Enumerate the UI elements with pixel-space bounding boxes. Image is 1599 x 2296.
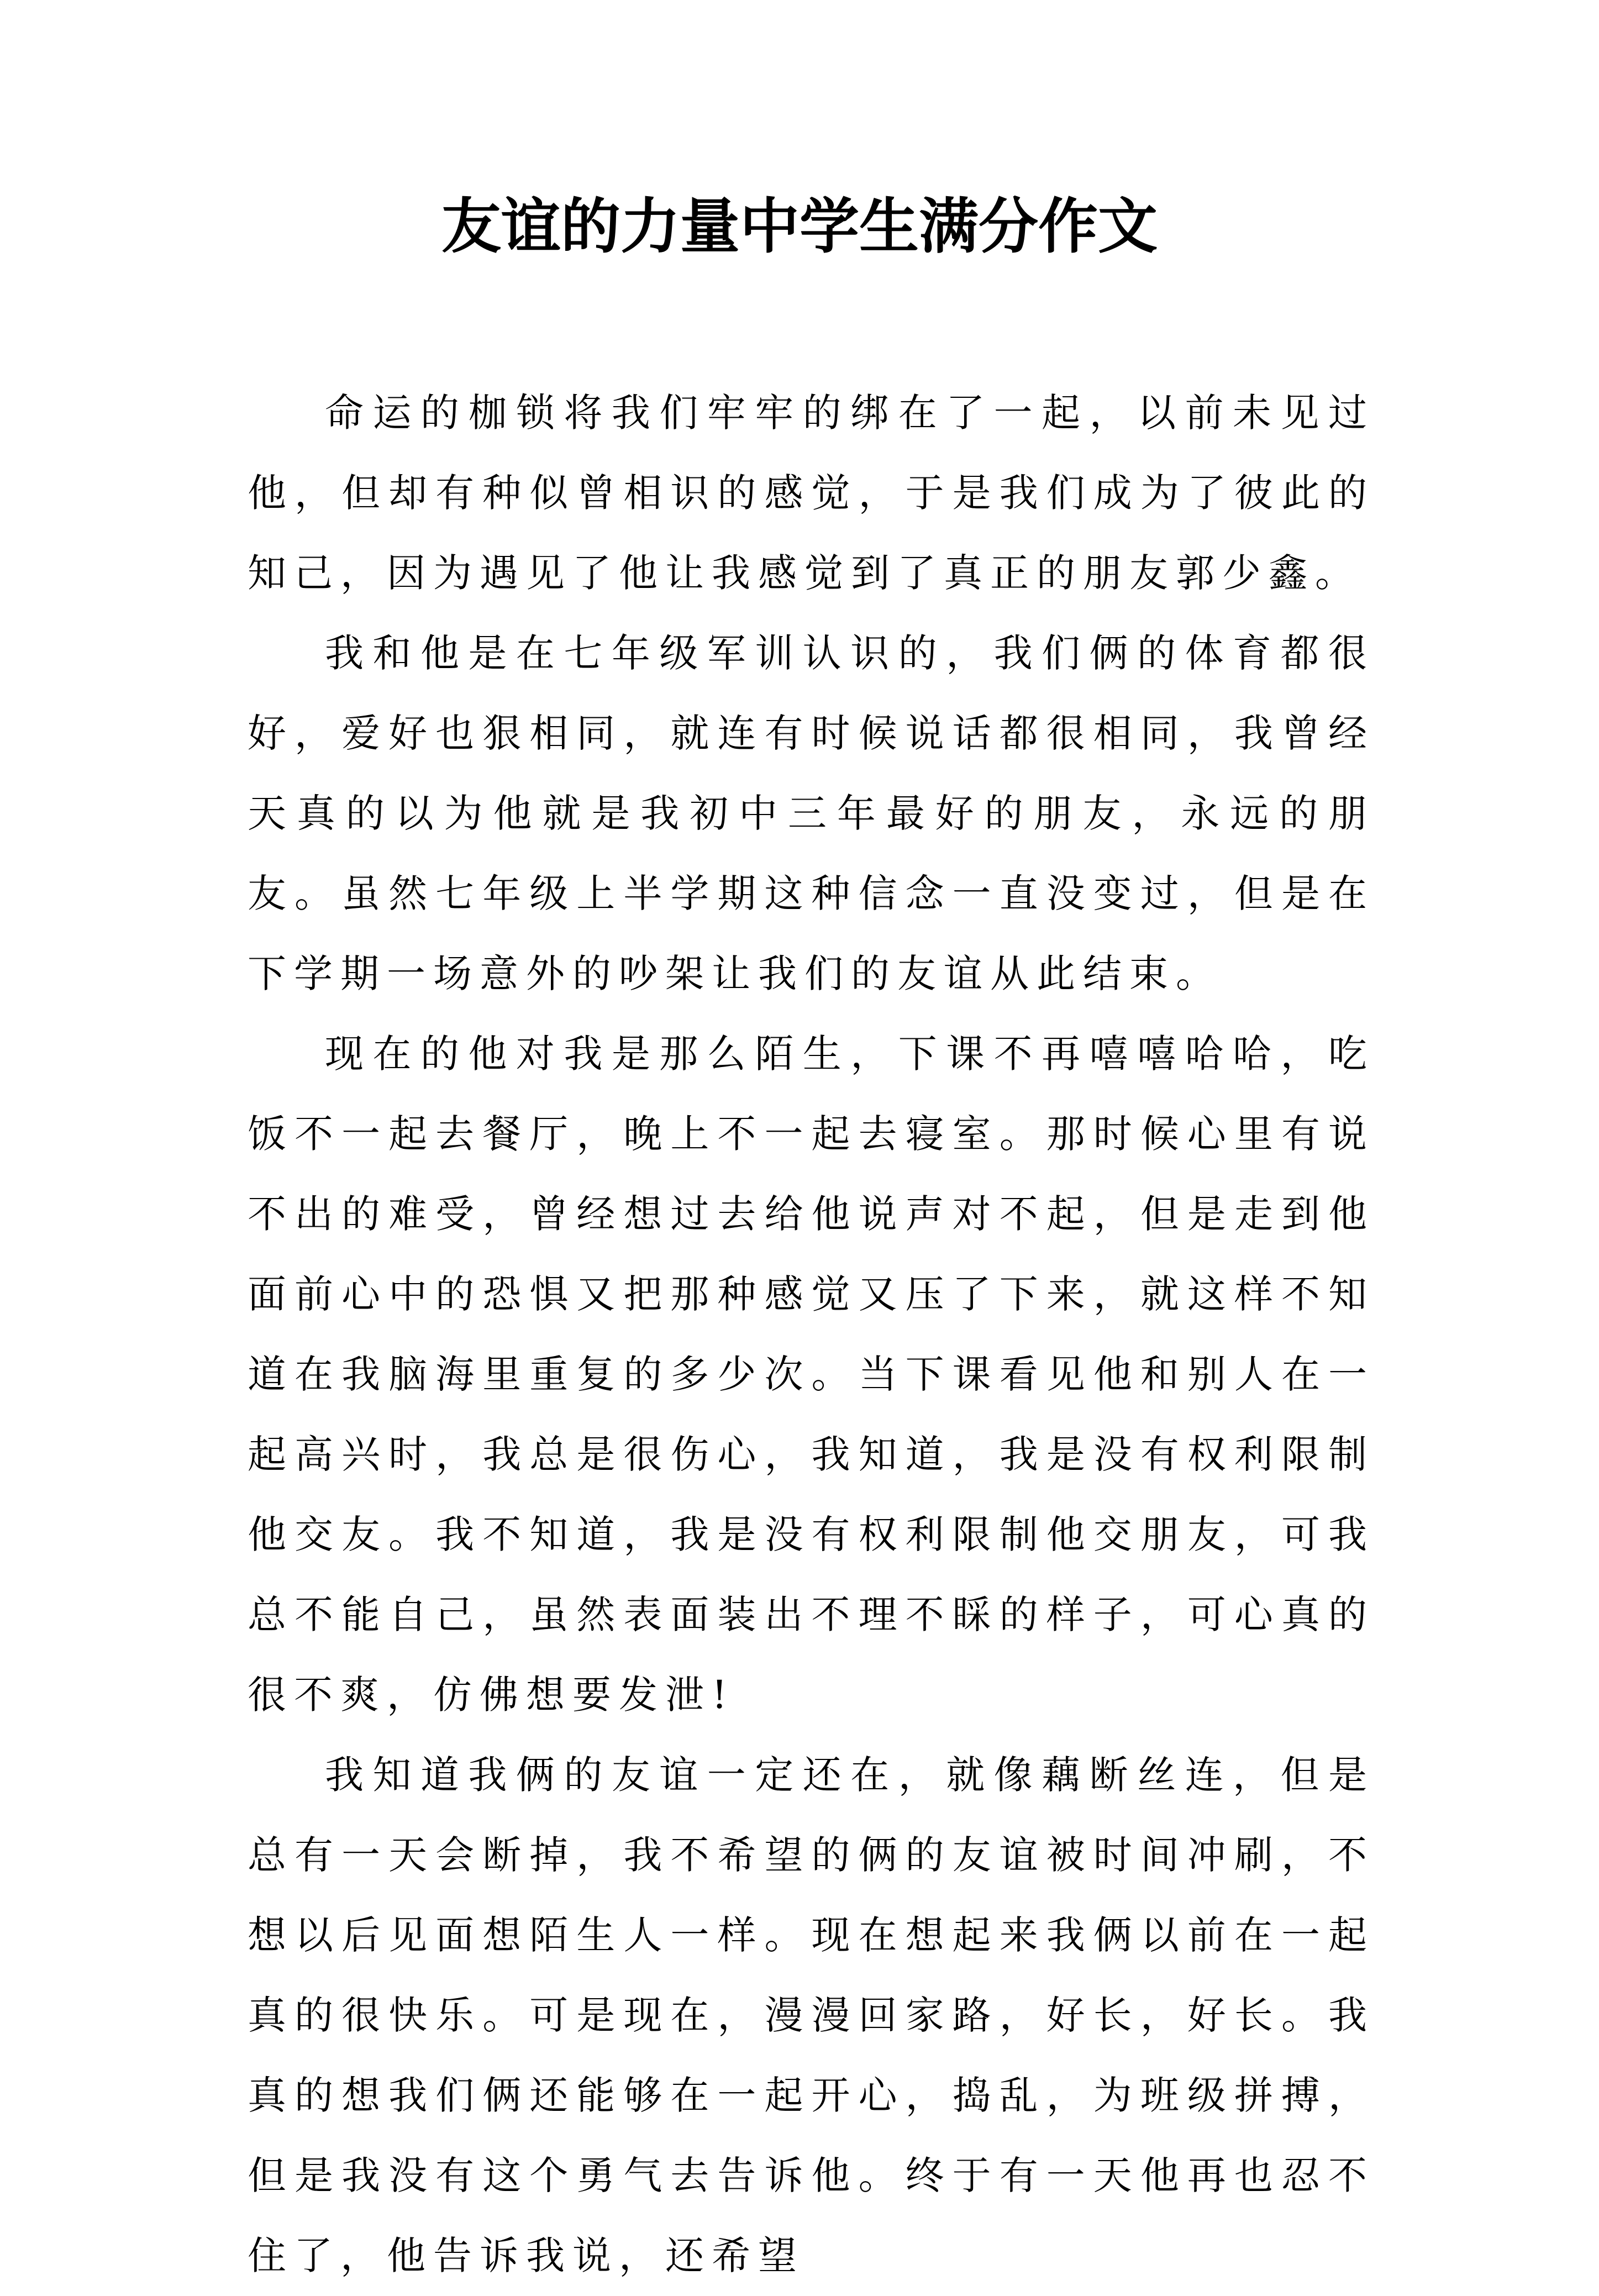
paragraph-4: 我知道我俩的友谊一定还在，就像藕断丝连，但是总有一天会断掉，我不希望的俩的友谊被时间冲刷，不想以后见面想陌生人一样。现在想起来我俩以前在一起真的很快乐。可是现在，漫漫回家路，好长，好长。我真的想我们俩还能够在一起开心，捣乱，为班级拼搏，但是我没有这个勇气去告诉他。终于有一天他再也忍不住了，他告诉我说，还希望 [248,1752,1375,2278]
paragraph-2: 我和他是在七年级军训认识的，我们俩的体育都很好，爱好也狠相同，就连有时候说话都很相同，我曾经天真的以为他就是我初中三年最好的朋友，永远的朋友。虽然七年级上半学期这种信念一直没变过，但是在下学期一场意外的吵架让我们的友谊从此结束。 [248,631,1375,996]
paragraph-1: 命运的枷锁将我们牢牢的绑在了一起，以前未见过他，但却有种似曾相识的感觉，于是我们成为了彼此的知己，因为遇见了他让我感觉到了真正的朋友郭少鑫。 [248,390,1375,596]
document-title: 友谊的力量中学生满分作文 [441,192,1158,261]
document-body [248,373,1375,2296]
paragraph-3: 现在的他对我是那么陌生，下课不再嘻嘻哈哈，吃饭不一起去餐厅，晚上不一起去寝室。那时候心里有说不出的难受，曾经想过去给他说声对不起，但是走到他面前心中的恐惧又把那种感觉又压了下来，就这样不知道在我脑海里重复的多少次。当下课看见他和别人在一起高兴时，我总是很伤心，我知道，我是没有权利限制他交友。我不知道，我是没有权利限制他交朋友，可我总不能自己，虽然表面装出不理不睬的样子，可心真的很不爽，仿佛想要发泄! [248,1031,1375,1717]
